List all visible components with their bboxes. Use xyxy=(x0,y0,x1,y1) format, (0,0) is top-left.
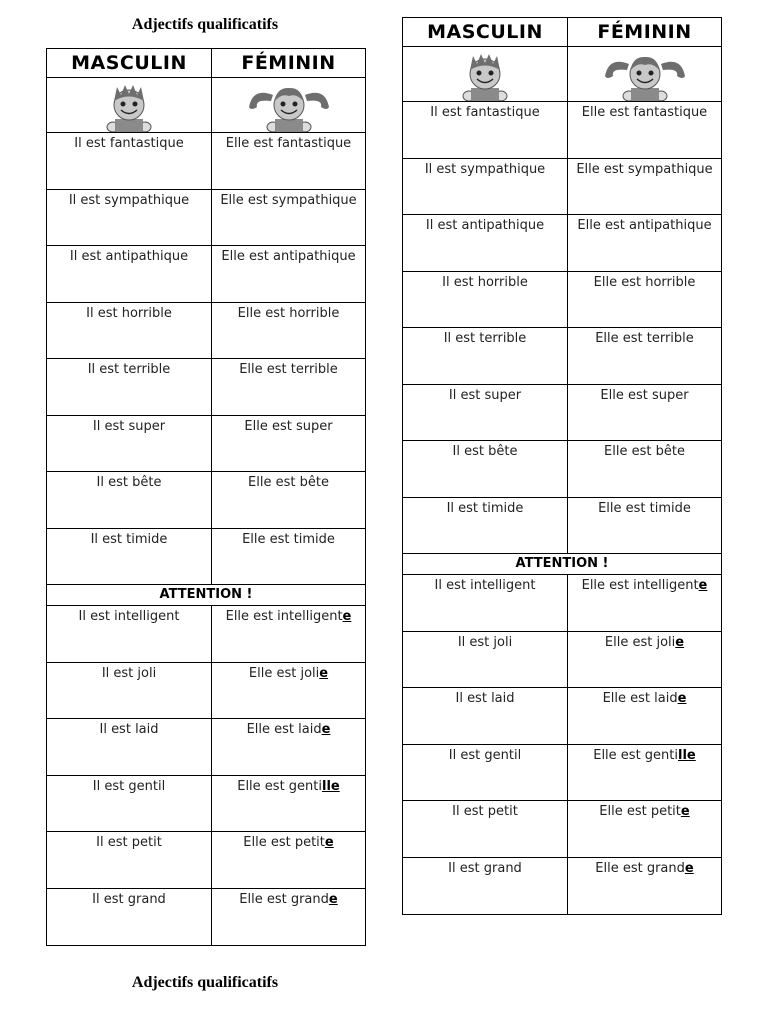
masculine-cell: Il est antipathique xyxy=(47,246,212,303)
header-masculin: MASCULIN xyxy=(403,18,568,47)
masculine-cell: Il est antipathique xyxy=(403,215,568,272)
feminine-cell xyxy=(568,575,721,632)
masculine-cell: Il est timide xyxy=(403,498,568,555)
feminine-cell: Elle est bête xyxy=(568,441,721,498)
girl-face-icon xyxy=(568,47,721,102)
feminine-cell: Elle est sympathique xyxy=(212,190,365,247)
feminine-stem: Elle est petit xyxy=(243,835,325,850)
attention-label: ATTENTION ! xyxy=(403,554,721,575)
feminine-cell xyxy=(568,632,721,689)
masculine-cell: Il est sympathique xyxy=(403,159,568,216)
feminine-cell: Elle est fantastique xyxy=(212,133,365,190)
masculine-cell: Il est grand xyxy=(403,858,568,915)
page-title: Adjectifs qualificatifs xyxy=(131,16,279,33)
feminine-cell: Elle est fantastique xyxy=(568,102,721,159)
feminine-cell xyxy=(568,688,721,745)
masculine-cell: Il est petit xyxy=(403,801,568,858)
masculine-cell: Il est fantastique xyxy=(47,133,212,190)
masculine-cell: Il est joli xyxy=(47,663,212,720)
feminine-cell: Elle est timide xyxy=(212,529,365,586)
feminine-cell: Elle est super xyxy=(568,385,721,442)
header-feminin: FÉMININ xyxy=(568,18,721,47)
masculine-cell: Il est horrible xyxy=(403,272,568,329)
masculine-cell: Il est super xyxy=(403,385,568,442)
feminine-ending: lle xyxy=(322,778,340,794)
feminine-stem: Elle est genti xyxy=(237,778,323,794)
feminine-cell xyxy=(212,606,365,663)
feminine-ending: e xyxy=(698,578,708,593)
masculine-cell: Il est gentil xyxy=(47,776,212,833)
feminine-cell xyxy=(568,801,721,858)
feminine-stem: Elle est genti xyxy=(593,747,679,763)
masculine-cell: Il est terrible xyxy=(403,328,568,385)
feminine-stem: Elle est joli xyxy=(248,665,320,681)
masculine-cell: Il est timide xyxy=(47,529,212,586)
masculine-cell: Il est super xyxy=(47,416,212,473)
feminine-cell xyxy=(212,663,365,720)
masculine-cell: Il est gentil xyxy=(403,745,568,802)
feminine-cell xyxy=(212,776,365,833)
feminine-ending: e xyxy=(328,891,338,907)
feminine-stem: Elle est joli xyxy=(604,634,676,650)
feminine-ending: e xyxy=(680,804,690,819)
feminine-cell: Elle est horrible xyxy=(212,303,365,360)
feminine-stem: Elle est petit xyxy=(599,804,681,819)
feminine-ending: e xyxy=(675,634,685,650)
masculine-cell: Il est bête xyxy=(403,441,568,498)
feminine-cell: Elle est horrible xyxy=(568,272,721,329)
feminine-cell: Elle est super xyxy=(212,416,365,473)
masculine-cell: Il est fantastique xyxy=(403,102,568,159)
masculine-cell: Il est joli xyxy=(403,632,568,689)
masculine-cell: Il est intelligent xyxy=(47,606,212,663)
attention-label: ATTENTION ! xyxy=(47,585,365,606)
feminine-cell xyxy=(212,832,365,889)
feminine-ending: e xyxy=(684,860,694,876)
masculine-cell: Il est laid xyxy=(403,688,568,745)
header-feminin: FÉMININ xyxy=(212,49,365,78)
masculine-cell: Il est horrible xyxy=(47,303,212,360)
adjective-table-right xyxy=(402,17,722,915)
feminine-stem: Elle est intelligent xyxy=(581,578,699,593)
feminine-cell xyxy=(212,889,365,946)
feminine-cell: Elle est antipathique xyxy=(568,215,721,272)
feminine-stem: Elle est laid xyxy=(602,691,678,706)
masculine-cell: Il est terrible xyxy=(47,359,212,416)
feminine-cell xyxy=(212,719,365,776)
feminine-cell: Elle est terrible xyxy=(212,359,365,416)
masculine-cell: Il est intelligent xyxy=(403,575,568,632)
feminine-ending: e xyxy=(324,835,334,850)
masculine-cell: Il est petit xyxy=(47,832,212,889)
feminine-cell xyxy=(568,745,721,802)
feminine-cell xyxy=(568,858,721,915)
feminine-ending: e xyxy=(321,722,331,737)
masculine-cell: Il est laid xyxy=(47,719,212,776)
boy-face-icon xyxy=(47,78,212,133)
masculine-cell: Il est bête xyxy=(47,472,212,529)
feminine-stem: Elle est laid xyxy=(246,722,322,737)
header-masculin: MASCULIN xyxy=(47,49,212,78)
feminine-ending: e xyxy=(677,691,687,706)
feminine-cell: Elle est terrible xyxy=(568,328,721,385)
feminine-cell: Elle est antipathique xyxy=(212,246,365,303)
feminine-cell: Elle est bête xyxy=(212,472,365,529)
adjective-table-left xyxy=(46,48,366,946)
masculine-cell: Il est grand xyxy=(47,889,212,946)
feminine-stem: Elle est intelligent xyxy=(225,609,343,624)
feminine-ending: e xyxy=(319,665,329,681)
feminine-ending: e xyxy=(342,609,352,624)
page-title-bottom: Adjectifs qualificatifs xyxy=(131,974,279,991)
feminine-cell: Elle est sympathique xyxy=(568,159,721,216)
girl-face-icon xyxy=(212,78,365,133)
feminine-ending: lle xyxy=(678,747,696,763)
masculine-cell: Il est sympathique xyxy=(47,190,212,247)
boy-face-icon xyxy=(403,47,568,102)
feminine-stem: Elle est grand xyxy=(595,860,685,876)
feminine-stem: Elle est grand xyxy=(239,891,329,907)
feminine-cell: Elle est timide xyxy=(568,498,721,555)
